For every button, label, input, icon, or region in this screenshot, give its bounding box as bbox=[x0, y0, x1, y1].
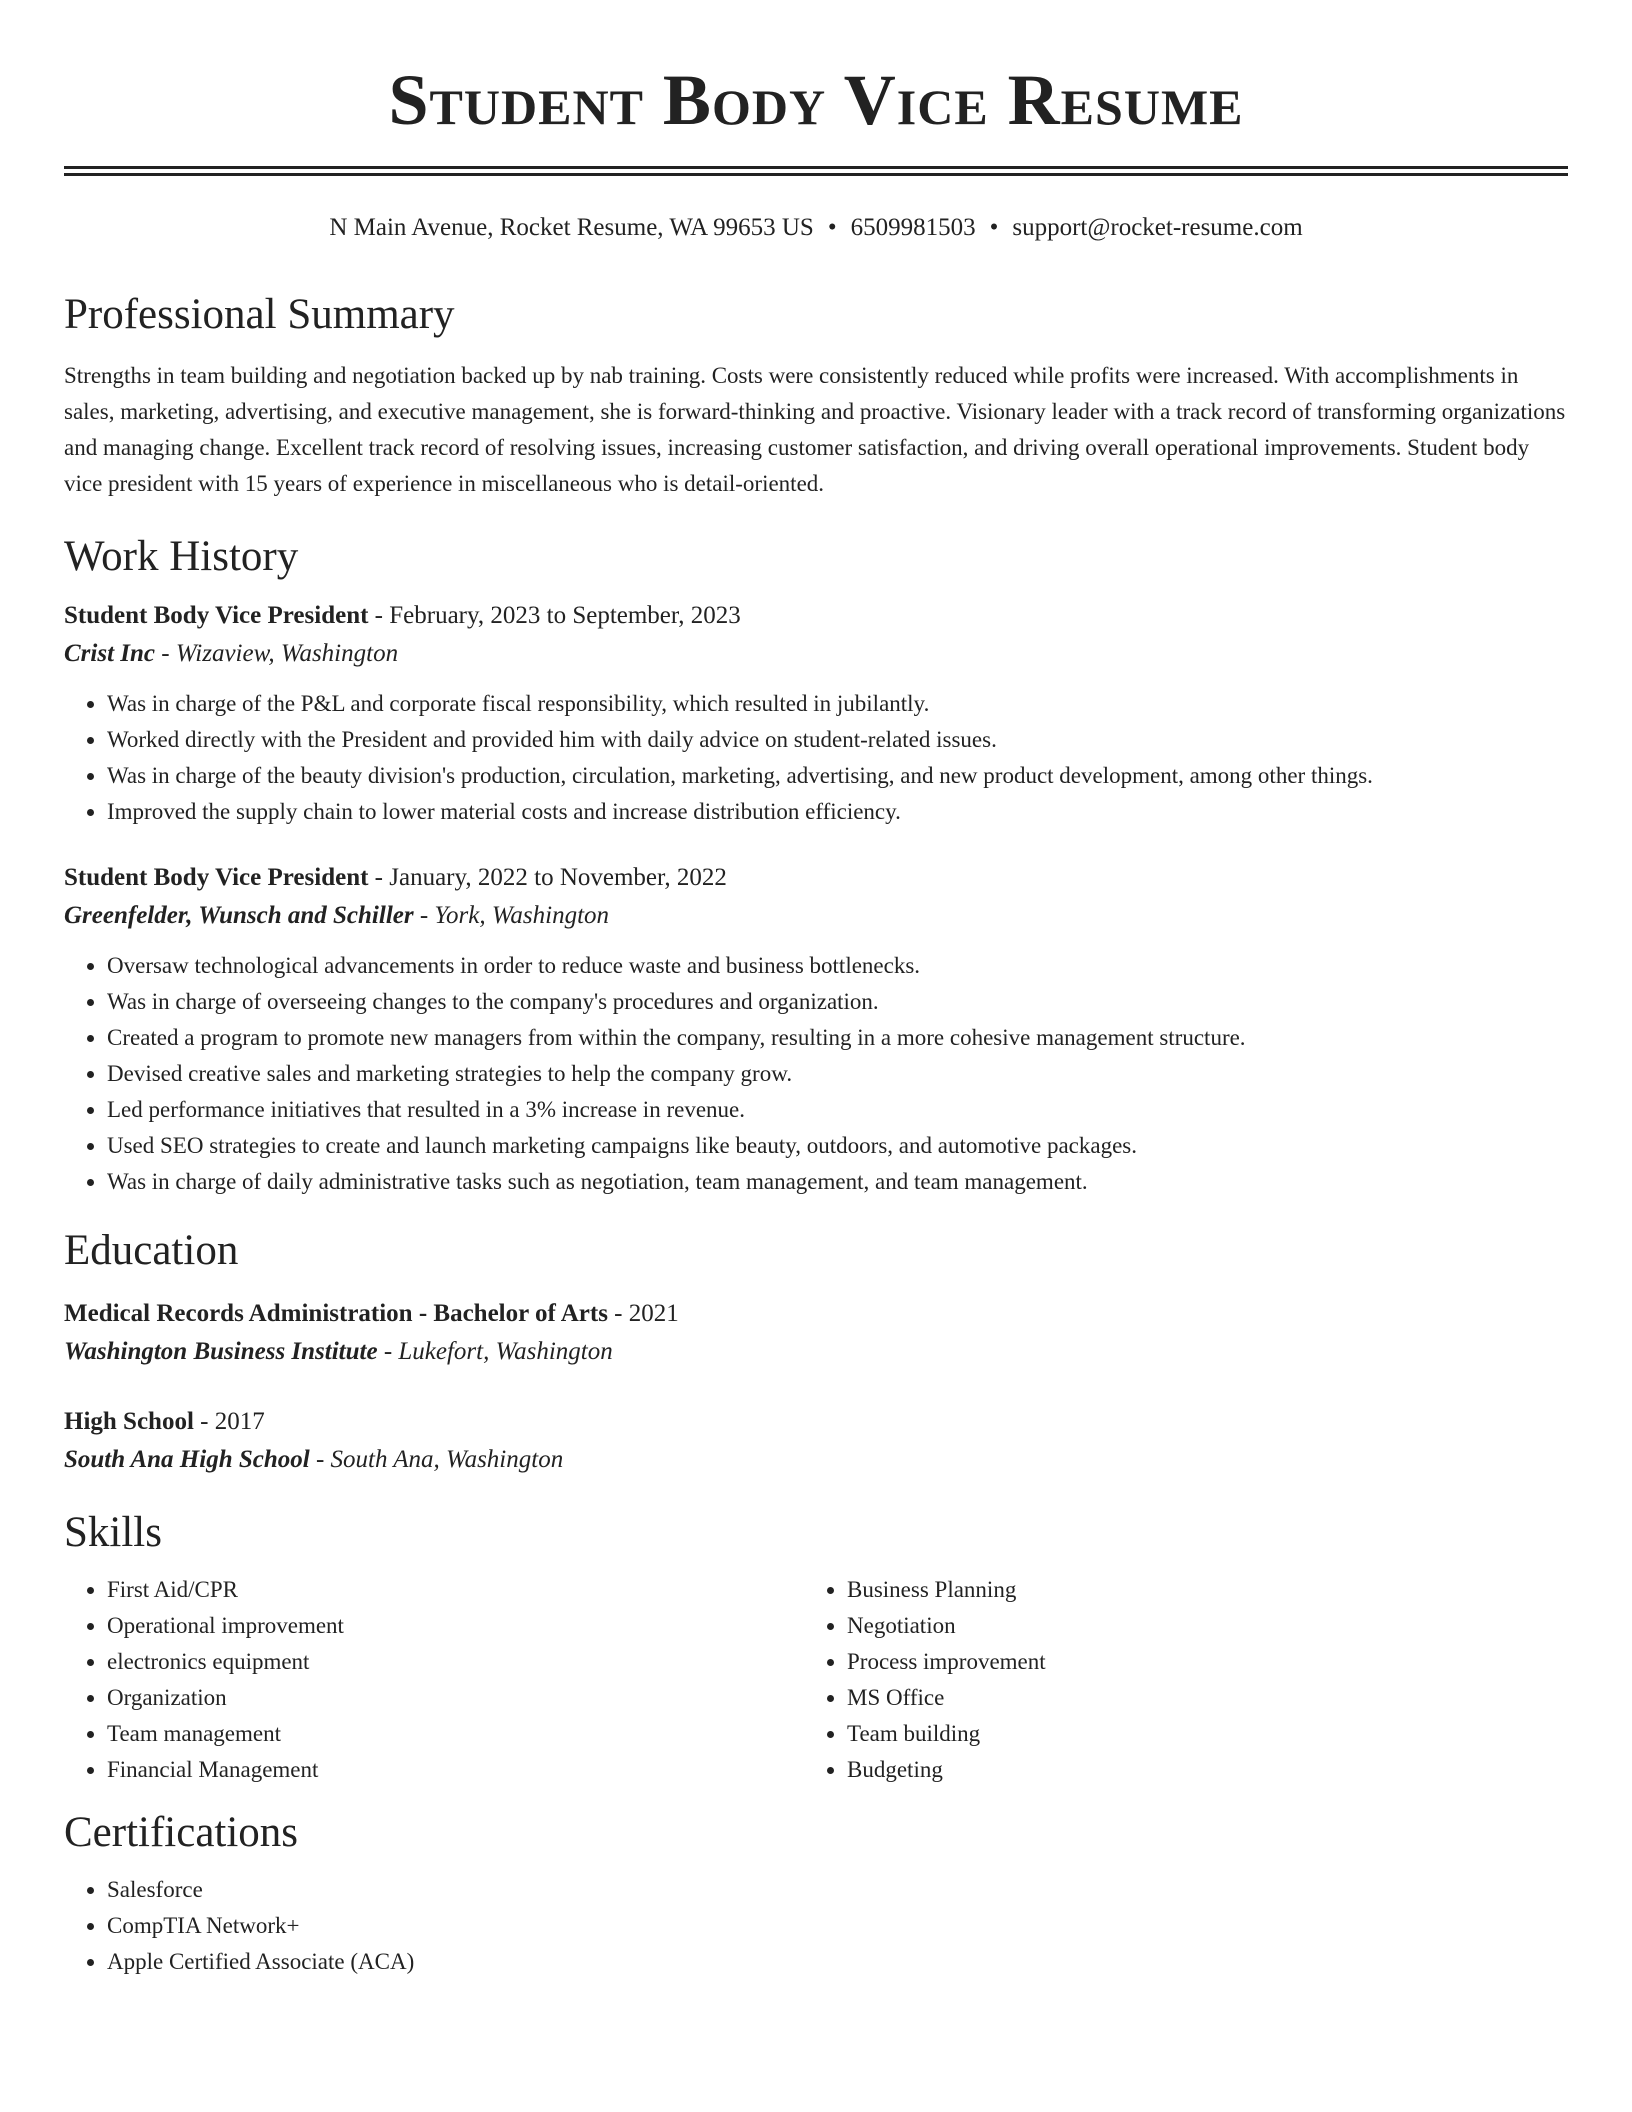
list-item: • Led performance initiatives that resulted in a 3% increase in revenue. bbox=[107, 1092, 1568, 1128]
skills-column-left bbox=[64, 1572, 804, 1788]
education-degree: Medical Records Administration - Bachelor of Arts bbox=[64, 1300, 608, 1327]
skills-list bbox=[64, 1572, 804, 1788]
contact-email: support@rocket-resume.com bbox=[1012, 214, 1303, 241]
list-item: • CompTIA Network+ bbox=[107, 1908, 1568, 1944]
list-item: • Team building bbox=[847, 1716, 1544, 1752]
list-item: • Was in charge of overseeing changes to the company's procedures and organization. bbox=[107, 984, 1568, 1020]
education-degree: High School bbox=[64, 1408, 194, 1435]
resume-title: Student Body Vice Resume bbox=[388, 60, 1244, 140]
title-double-rule bbox=[64, 166, 1568, 176]
education-year: - 2017 bbox=[193, 1408, 265, 1435]
contact-phone: 6509981503 bbox=[850, 214, 976, 241]
section-heading-certifications: Certifications bbox=[64, 1809, 299, 1856]
education-entry bbox=[64, 1404, 1568, 1480]
list-item: • Budgeting bbox=[847, 1752, 1544, 1788]
contact-line bbox=[64, 212, 1568, 244]
list-item: • Was in charge of daily administrative tasks such as negotiation, team management, and team management. bbox=[107, 1164, 1568, 1200]
job-header bbox=[64, 860, 1568, 896]
section-heading-skills: Skills bbox=[64, 1509, 162, 1556]
list-item: • Worked directly with the President and provided him with daily advice on student-related issues. bbox=[107, 722, 1568, 758]
job-dates: - February, 2023 to September, 2023 bbox=[368, 602, 741, 629]
education-location: - Lukefort, Washington bbox=[377, 1338, 613, 1365]
education-school-line bbox=[64, 1440, 1568, 1480]
list-item: • Oversaw technological advancements in order to reduce waste and business bottlenecks. bbox=[107, 948, 1568, 984]
list-item: • Improved the supply chain to lower material costs and increase distribution efficiency. bbox=[107, 794, 1568, 830]
education-school: Washington Business Institute bbox=[64, 1338, 378, 1365]
job-title: Student Body Vice President bbox=[64, 864, 369, 891]
job-dates: - January, 2022 to November, 2022 bbox=[368, 864, 727, 891]
job-header bbox=[64, 598, 1568, 634]
section-heading-summary: Professional Summary bbox=[64, 291, 455, 338]
contact-separator: • bbox=[827, 214, 837, 241]
list-item: • Financial Management bbox=[107, 1752, 804, 1788]
section-heading-work-history: Work History bbox=[64, 533, 299, 580]
job-bullets bbox=[64, 948, 1568, 1200]
list-item: • Negotiation bbox=[847, 1608, 1544, 1644]
certifications-list bbox=[64, 1872, 1568, 1980]
education-header bbox=[64, 1296, 1568, 1332]
education-school-line bbox=[64, 1332, 1568, 1372]
job-employer bbox=[64, 634, 1568, 674]
list-item: • MS Office bbox=[847, 1680, 1544, 1716]
list-item: • Apple Certified Associate (ACA) bbox=[107, 1944, 1568, 1980]
education-header bbox=[64, 1404, 1568, 1440]
job-bullets bbox=[64, 686, 1568, 830]
list-item: • Team management bbox=[107, 1716, 804, 1752]
contact-address: N Main Avenue, Rocket Resume, WA 99653 US bbox=[329, 214, 814, 241]
job-entry bbox=[64, 598, 1568, 830]
list-item: • Operational improvement bbox=[107, 1608, 804, 1644]
list-item: • Used SEO strategies to create and launch marketing campaigns like beauty, outdoors, and automotive packages. bbox=[107, 1128, 1568, 1164]
education-entry bbox=[64, 1296, 1568, 1372]
education-school: South Ana High School bbox=[64, 1446, 310, 1473]
list-item: • Was in charge of the P&L and corporate fiscal responsibility, which resulted in jubilantly. bbox=[107, 686, 1568, 722]
list-item: • Devised creative sales and marketing strategies to help the company grow. bbox=[107, 1056, 1568, 1092]
list-item: • First Aid/CPR bbox=[107, 1572, 804, 1608]
skills-list bbox=[804, 1572, 1544, 1788]
job-company: Greenfelder, Wunsch and Schiller bbox=[64, 902, 414, 929]
list-item: • Created a program to promote new managers from within the company, resulting in a more cohesive management structure. bbox=[107, 1020, 1568, 1056]
job-location: - York, Washington bbox=[413, 902, 610, 929]
summary-text: Strengths in team building and negotiation backed up by nab training. Costs were consistently reduced while profits were increased. With accomplishments in sales, marketing, advertising, and executive management, she is forward-thinking and proactive. Visionary leader with a track record of transforming organizations and managing change. Excellent track record of resolving issues, increasing customer satisfaction, and driving overall operational improvements. Student body vice president with 15 years of experience in miscellaneous who is detail-oriented. bbox=[64, 363, 1566, 496]
skills-column-right bbox=[804, 1572, 1544, 1788]
list-item: • Business Planning bbox=[847, 1572, 1544, 1608]
education-year: - 2021 bbox=[607, 1300, 679, 1327]
section-heading-education: Education bbox=[64, 1227, 239, 1274]
education-location: - South Ana, Washington bbox=[309, 1446, 564, 1473]
job-entry bbox=[64, 860, 1568, 1200]
list-item: • Salesforce bbox=[107, 1872, 1568, 1908]
job-company: Crist Inc bbox=[64, 640, 156, 667]
list-item: • Organization bbox=[107, 1680, 804, 1716]
contact-separator: • bbox=[989, 214, 999, 241]
job-location: - Wizaview, Washington bbox=[155, 640, 399, 667]
skills-grid bbox=[64, 1572, 1568, 1788]
list-item: • Was in charge of the beauty division's production, circulation, marketing, advertising, and new product development, among other things. bbox=[107, 758, 1568, 794]
job-title: Student Body Vice President bbox=[64, 602, 369, 629]
list-item: • Process improvement bbox=[847, 1644, 1544, 1680]
list-item: • electronics equipment bbox=[107, 1644, 804, 1680]
job-employer bbox=[64, 896, 1568, 936]
